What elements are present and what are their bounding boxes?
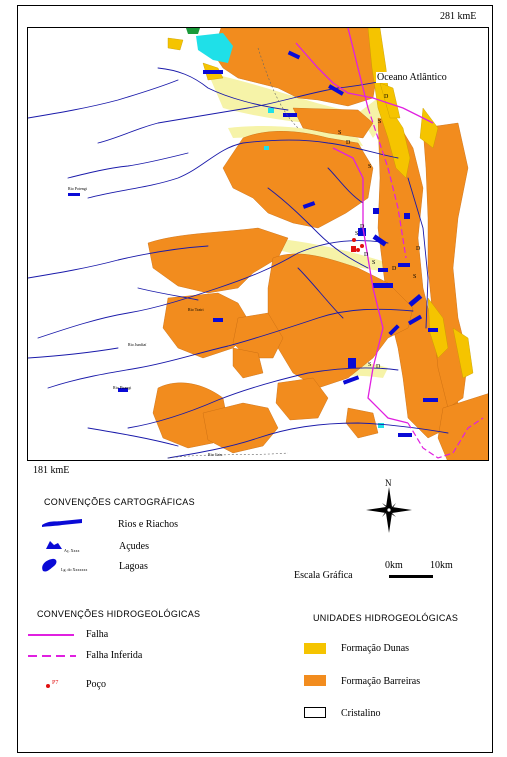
svg-text:S: S xyxy=(413,274,417,280)
legend-lagoas-label: Lagoas xyxy=(119,561,148,572)
well-dot-icon xyxy=(46,684,50,688)
legend-barreiras-label: Formação Barreiras xyxy=(341,676,421,687)
scale-end-label: 10km xyxy=(430,560,453,571)
north-letter: N xyxy=(385,478,392,488)
svg-text:S: S xyxy=(378,119,382,125)
svg-text:Rio Potengi: Rio Potengi xyxy=(68,186,88,191)
legend-poco-label: Poço xyxy=(86,679,106,690)
legend-acudes-label: Açudes xyxy=(119,541,149,552)
coord-top-right-east: 281 kmE xyxy=(440,11,477,22)
lagoon-icon xyxy=(40,557,60,573)
dashed-fault-line-icon xyxy=(28,654,76,658)
svg-text:D: D xyxy=(392,266,397,272)
svg-text:D: D xyxy=(384,94,389,100)
map-canvas xyxy=(28,28,489,461)
coord-bottom-left-east: 181 kmE xyxy=(33,465,70,476)
swatch-cristalino xyxy=(304,707,326,718)
formacao-barreiras-areas xyxy=(148,28,489,461)
legend-acude-sample: Aç. Xxxx xyxy=(64,548,80,553)
geologic-map[interactable] xyxy=(27,27,489,461)
legend-unidades-title: UNIDADES HIDROGEOLÓGICAS xyxy=(313,613,459,623)
ocean-label: Oceano Atlântico xyxy=(377,72,447,83)
reservoir-icon xyxy=(44,539,64,551)
scale-bar xyxy=(389,575,433,578)
scale-label: Escala Gráfica xyxy=(294,570,353,581)
solid-fault-line-icon xyxy=(28,634,74,636)
swatch-formacao-dunas xyxy=(304,643,326,654)
legend-dunas-label: Formação Dunas xyxy=(341,643,410,654)
scale-start-label: 0km xyxy=(385,560,403,571)
svg-text:Rio Pirangi: Rio Pirangi xyxy=(113,385,132,390)
legend-well-sample: P7 xyxy=(52,680,59,686)
river-icon xyxy=(42,516,84,528)
legend-cristalino-label: Cristalino xyxy=(341,708,381,719)
legend-hidro-title: CONVENÇÕES HIDROGEOLÓGICAS xyxy=(37,609,201,619)
legend-lagoa-sample: Lg. do Xxxxxxx xyxy=(61,567,88,572)
svg-text:S: S xyxy=(372,260,376,266)
compass-rose-icon xyxy=(366,487,412,533)
svg-text:S: S xyxy=(338,130,342,136)
svg-text:Rio Catu: Rio Catu xyxy=(208,452,223,457)
svg-text:D: D xyxy=(416,246,421,252)
svg-text:D: D xyxy=(364,252,369,258)
svg-text:Rio Jundiaí: Rio Jundiaí xyxy=(128,342,147,347)
legend-rios-label: Rios e Riachos xyxy=(118,519,178,530)
green-patch xyxy=(186,28,200,34)
legend-cartograficas-title: CONVENÇÕES CARTOGRÁFICAS xyxy=(44,497,195,507)
legend-falha-label: Falha xyxy=(86,629,109,640)
svg-text:D: D xyxy=(376,364,381,370)
legend-falha-inferida-label: Falha Inferida xyxy=(86,650,143,661)
svg-text:D: D xyxy=(360,224,365,230)
svg-text:Rio Trairi: Rio Trairi xyxy=(188,307,204,312)
svg-text:S: S xyxy=(355,231,359,237)
swatch-formacao-barreiras xyxy=(304,675,326,686)
svg-text:S: S xyxy=(368,164,372,170)
svg-text:S: S xyxy=(368,362,372,368)
svg-text:D: D xyxy=(346,140,351,146)
